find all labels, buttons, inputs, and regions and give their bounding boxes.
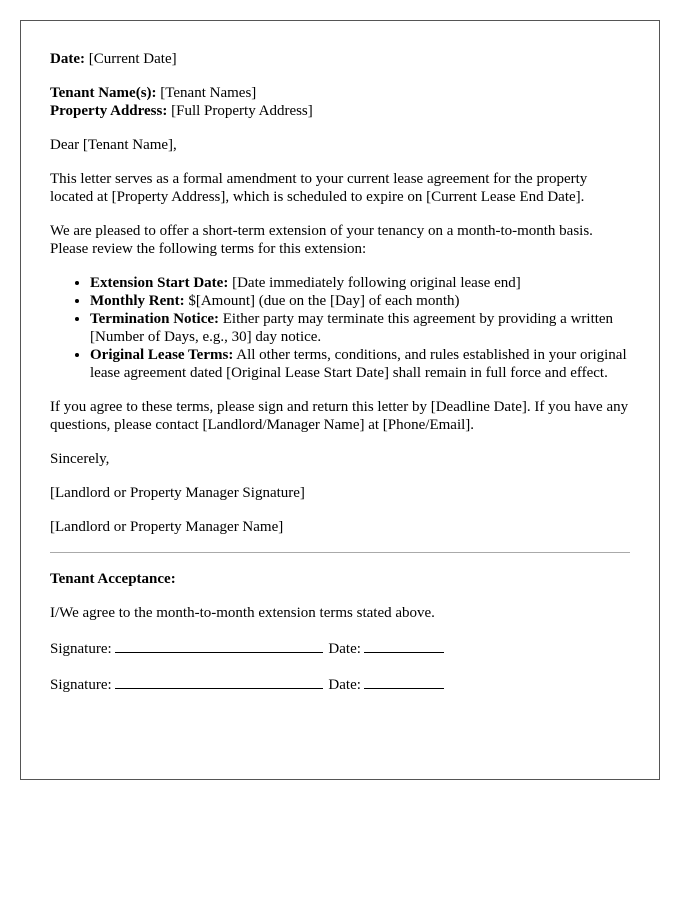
term-item (90, 310, 630, 346)
date-field[interactable] (364, 638, 444, 653)
intro-paragraph: This letter serves as a formal amendment to your current lease agreement for the property located at [Property Address], which is scheduled to expire on [Current Lease End Date]. (50, 171, 588, 205)
address-label: Property Address: (50, 103, 168, 119)
acceptance-statement: I/We agree to the month-to-month extension terms stated above. (50, 605, 435, 621)
letter-page (20, 20, 660, 780)
term-label: Original Lease Terms: (90, 347, 234, 363)
salutation: Dear [Tenant Name], (50, 137, 177, 153)
landlord-signature: [Landlord or Property Manager Signature] (50, 485, 305, 501)
closing: Sincerely, (50, 451, 110, 467)
date-line (50, 50, 630, 68)
address-value: [Full Property Address] (171, 103, 313, 119)
acceptance-heading-text: Tenant Acceptance: (50, 571, 176, 587)
term-label: Extension Start Date: (90, 275, 229, 291)
date-label: Date: (50, 51, 85, 67)
tenant-signature-row-2 (50, 674, 630, 694)
signature-field[interactable] (115, 638, 323, 653)
term-text: [Date immediately following original lease end] (232, 275, 521, 291)
date-field[interactable] (364, 674, 444, 689)
tenant-label: Tenant Name(s): (50, 85, 157, 101)
date-field-label: Date: (328, 677, 361, 693)
term-item (90, 346, 630, 382)
term-item (90, 274, 630, 292)
term-text: $[Amount] (due on the [Day] of each month) (188, 293, 460, 309)
tenant-value: [Tenant Names] (160, 85, 257, 101)
term-text: All other terms, conditions, and rules established in your original lease agreement dated [Original Lease Start Date] shall remain in full force and effect. (90, 347, 627, 381)
signature-label: Signature: (50, 641, 112, 657)
landlord-name: [Landlord or Property Manager Name] (50, 519, 284, 535)
signature-label: Signature: (50, 677, 112, 693)
terms-list (50, 274, 630, 382)
date-value: [Current Date] (88, 51, 177, 67)
term-label: Termination Notice: (90, 311, 220, 327)
recipient-block (50, 84, 630, 120)
signature-field[interactable] (115, 674, 323, 689)
date-field-label: Date: (328, 641, 361, 657)
tenant-signature-row-1 (50, 638, 630, 658)
acceptance-heading (50, 570, 630, 588)
closing-paragraph: If you agree to these terms, please sign and return this letter by [Deadline Date]. If you have any questions, please contact [Landlord/Manager Name] at [Phone/Email]. (50, 399, 629, 433)
section-divider (50, 552, 630, 553)
term-text: Either party may terminate this agreement by providing a written [Number of Days, e.g., 30] day notice. (90, 311, 614, 345)
term-label: Monthly Rent: (90, 293, 185, 309)
offer-paragraph: We are pleased to offer a short-term extension of your tenancy on a month-to-month basis. Please review the following terms for this extension: (50, 223, 593, 257)
term-item (90, 292, 630, 310)
